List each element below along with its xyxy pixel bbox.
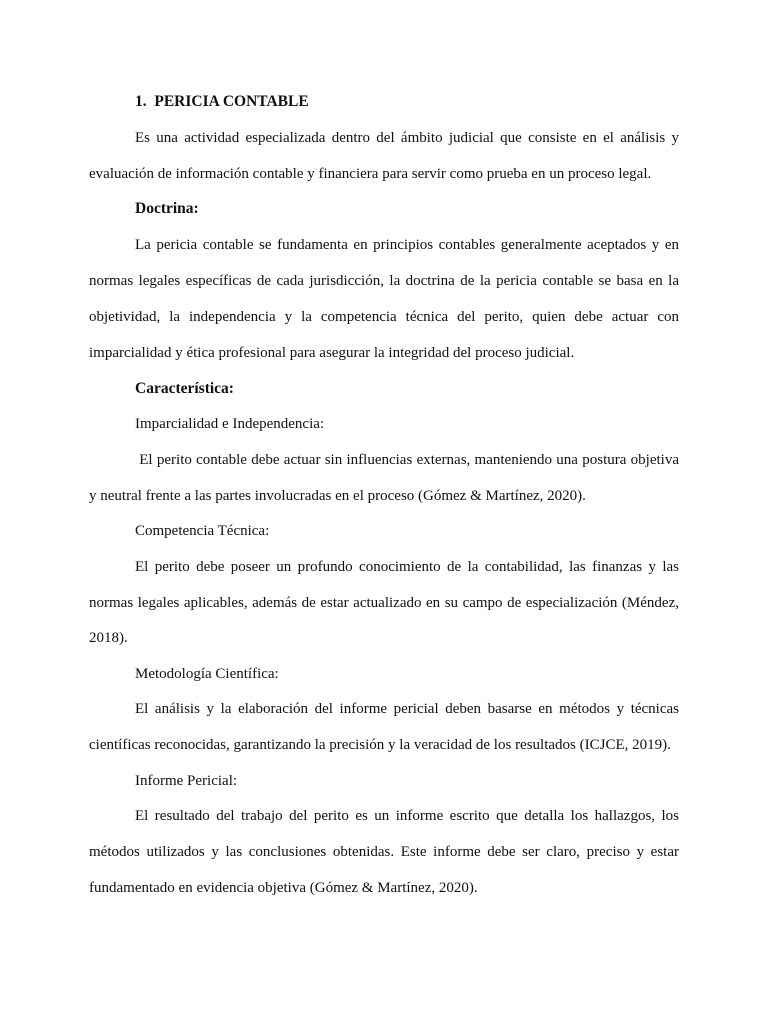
doctrina-line-3: objetividad, la independencia y la competencia técnica del perito, quien debe actuar con [89,309,679,325]
item-title-informe: Informe Pericial: [135,773,238,789]
item-metodologia-line-1: El análisis y la elaboración del informe pericial deben basarse en métodos y técnicas [135,701,679,717]
item-competencia-line-3: 2018). [89,630,128,646]
item-metodologia-line-2: científicas reconocidas, garantizando la precisión y la veracidad de los resultados (ICJCE, 2019). [89,737,671,753]
item-informe-line-3: fundamentado en evidencia objetiva (Gómez & Martínez, 2020). [89,880,478,896]
caracteristica-heading: Característica: [135,380,234,397]
item-competencia-line-2: normas legales aplicables, además de estar actualizado en su campo de especialización (Méndez, [89,595,679,611]
item-informe-line-2: métodos utilizados y las conclusiones obtenidas. Este informe debe ser claro, preciso y estar [89,844,679,860]
doctrina-line-4: imparcialidad y ética profesional para asegurar la integridad del proceso judicial. [89,345,575,361]
item-title-imparcialidad: Imparcialidad e Independencia: [135,416,325,432]
doctrina-heading: Doctrina: [135,200,199,217]
section-title: PERICIA CONTABLE [154,93,309,110]
item-imparcialidad-line-2: y neutral frente a las partes involucradas en el proceso (Gómez & Martínez, 2020). [89,488,586,504]
item-competencia-line-1: El perito debe poseer un profundo conocimiento de la contabilidad, las finanzas y las [135,559,679,575]
item-title-metodologia: Metodología Científica: [135,666,279,682]
doctrina-line-2: normas legales específicas de cada jurisdicción, la doctrina de la pericia contable se basa en la [89,273,679,289]
item-title-competencia: Competencia Técnica: [135,523,270,539]
section-heading [135,93,309,111]
doctrina-line-1: La pericia contable se fundamenta en principios contables generalmente aceptados y en [135,237,679,253]
item-informe-line-1: El resultado del trabajo del perito es un informe escrito que detalla los hallazgos, los [135,808,679,824]
section-number: 1. [135,93,147,110]
intro-line-2: evaluación de información contable y financiera para servir como prueba en un proceso legal. [89,166,652,182]
item-imparcialidad-line-1: El perito contable debe actuar sin influencias externas, manteniendo una postura objetiva [135,452,679,468]
intro-line-1: Es una actividad especializada dentro del ámbito judicial que consiste en el análisis y [135,130,679,146]
